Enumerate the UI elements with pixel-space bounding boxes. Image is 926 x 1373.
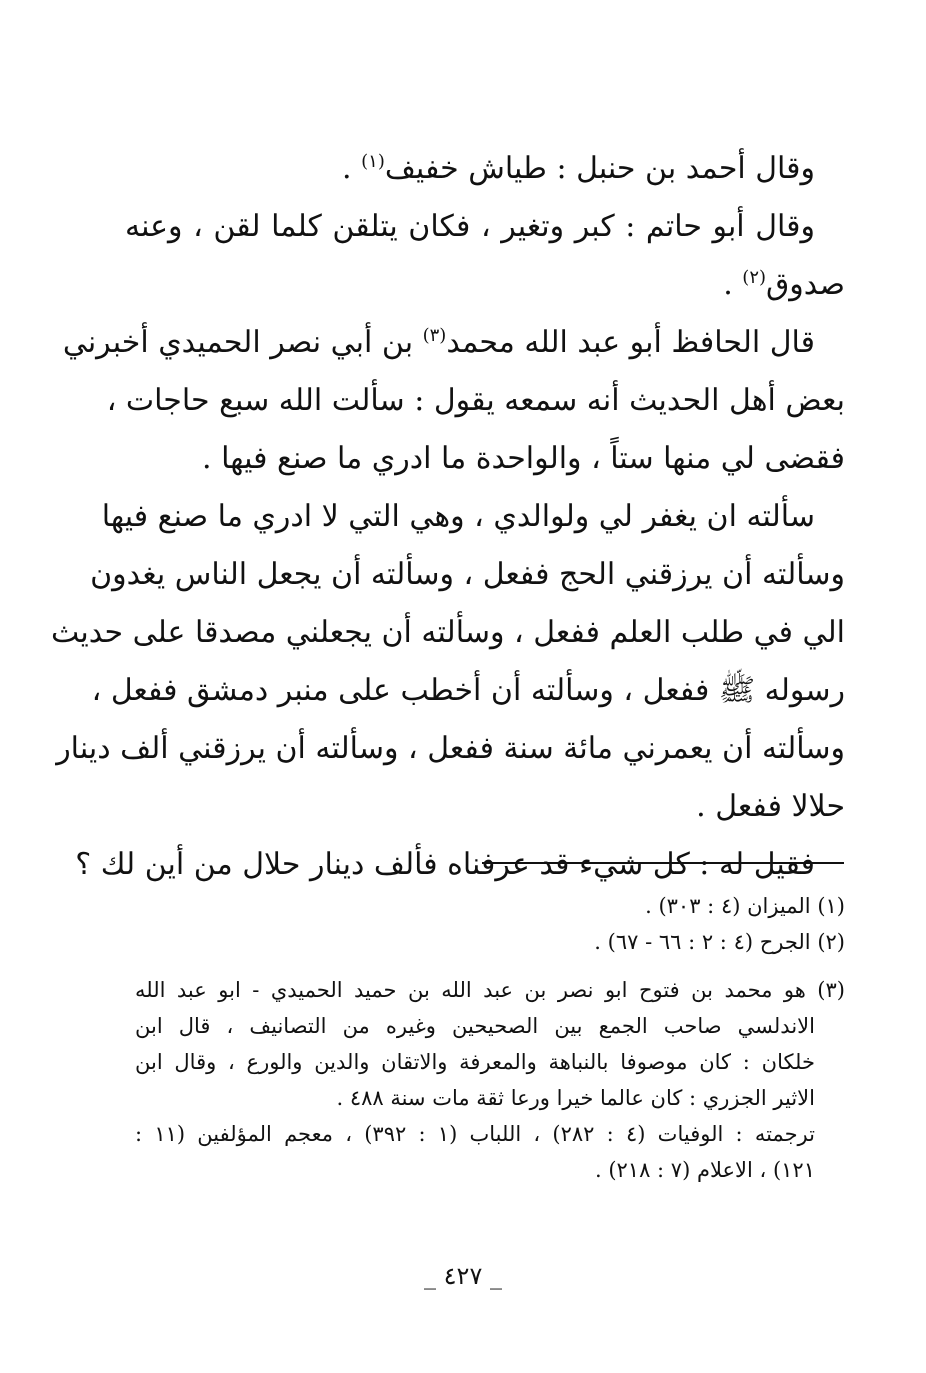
body-line-text: الي في طلب العلم ففعل ، وسألته أن يجعلني مصدقا على حديث bbox=[50, 615, 845, 650]
body-line bbox=[125, 430, 845, 488]
footnote-line: (٢) الجرح (٤ : ٢ : ٦٦ - ٦٧) . bbox=[594, 930, 845, 954]
body-line bbox=[62, 314, 845, 372]
footnote-ref: (٢) bbox=[742, 267, 767, 288]
footnote-gap bbox=[135, 960, 845, 972]
body-line bbox=[50, 604, 845, 662]
body-line-text: . bbox=[342, 151, 362, 186]
body-line bbox=[125, 778, 845, 836]
body-line-text: رسوله ﷺ ففعل ، وسألته أن أخطب على منبر دمشق ففعل ، bbox=[91, 673, 845, 708]
body-line bbox=[125, 198, 845, 256]
footnote-divider bbox=[482, 862, 844, 864]
body-line bbox=[56, 720, 845, 778]
body-line-text: قال الحافظ أبو عبد الله محمد bbox=[446, 325, 815, 360]
footnote-line: (٣) هو محمد بن فتوح ابو نصر بن عبد الله بن حميد الحميدي - ابو عبد الله bbox=[135, 978, 845, 1002]
body-line-text: وقال أحمد بن حنبل : طياش خفيف bbox=[384, 151, 815, 186]
body-line-text: وقال أبو حاتم : كبر وتغير ، فكان يتلقن كلما لقن ، وعنه bbox=[125, 209, 815, 244]
body-line bbox=[125, 140, 845, 198]
footnote-line: ١٢١) ، الاعلام (٧ : ٢١٨) . bbox=[594, 1158, 815, 1182]
footnote-ref: (١) bbox=[361, 151, 385, 172]
body-line-text: وسألته أن يعمرني مائة سنة ففعل ، وسألته أن يرزقني ألف دينار bbox=[56, 731, 845, 766]
footnote-line: الاندلسي صاحب الجمع بين الصحيحين وغيره من التصانيف ، قال ابن bbox=[135, 1014, 815, 1038]
body-line-text: بعض أهل الحديث أنه سمعه يقول : سألت الله سبع حاجات ، bbox=[106, 383, 845, 418]
footnote-line: (١) الميزان (٤ : ٣٠٣) . bbox=[645, 894, 845, 918]
footnote-line: ترجمته : الوفيات (٤ : ٢٨٢) ، اللباب (١ : ٣٩٢) ، معجم المؤلفين (١١ : bbox=[135, 1122, 815, 1146]
body-line bbox=[75, 836, 845, 894]
body-line bbox=[90, 546, 845, 604]
footnote-line: خلكان : كان موصوفا بالنباهة والمعرفة والاتقان والدين والورع ، وقال ابن bbox=[135, 1050, 815, 1074]
body-line-text: فقيل له : كل شيء قد عرفناه فألف دينار حلال من أين لك ؟ bbox=[75, 847, 815, 882]
body-line-text: . bbox=[723, 267, 743, 302]
body-line-text: صدوق bbox=[766, 267, 845, 302]
body-line-text: بن أبي نصر الحميدي أخبرني bbox=[62, 325, 423, 360]
body-line-text: فقضى لي منها ستاً ، والواحدة ما ادري ما صنع فيها . bbox=[202, 441, 845, 476]
body-line bbox=[125, 256, 845, 314]
body-line-text: وسألته أن يرزقني الحج ففعل ، وسألته أن يجعل الناس يغدون bbox=[90, 557, 845, 592]
page-number: _ ٤٢٧ _ bbox=[424, 1262, 502, 1290]
main-text bbox=[50, 140, 845, 894]
body-line bbox=[106, 372, 845, 430]
footnote-line: الاثير الجزري : كان عالما خيرا ورعا ثقة مات سنة ٤٨٨ . bbox=[336, 1086, 815, 1110]
body-line-text: حلالا ففعل . bbox=[696, 789, 845, 824]
body-line-text: سألته ان يغفر لي ولوالدي ، وهي التي لا ادري ما صنع فيها bbox=[101, 499, 815, 534]
body-line bbox=[101, 488, 845, 546]
footnote-ref: (٣) bbox=[422, 325, 447, 346]
footnotes bbox=[135, 888, 845, 1188]
body-line bbox=[91, 662, 845, 720]
